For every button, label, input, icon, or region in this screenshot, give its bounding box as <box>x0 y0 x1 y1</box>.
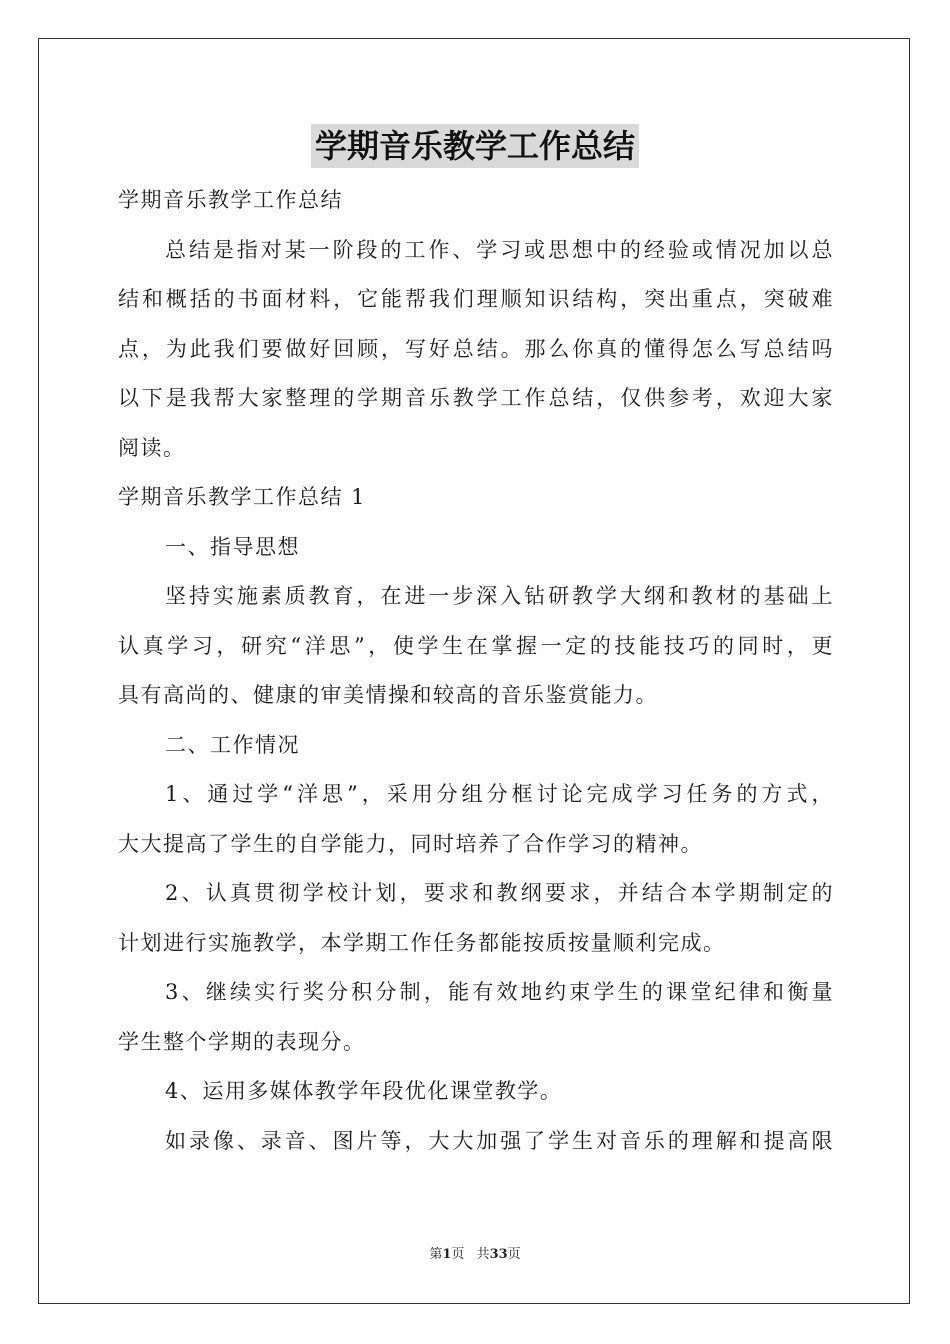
document-body <box>118 176 834 1166</box>
total-pages: 33 <box>489 1247 508 1262</box>
page-suffix: 页 <box>451 1247 465 1262</box>
page-indicator <box>429 1247 464 1262</box>
paragraph-line: 学期音乐教学工作总结 1 <box>118 485 367 509</box>
total-indicator <box>477 1247 521 1262</box>
document-title: 学期音乐教学工作总结 <box>311 124 639 168</box>
paragraph-line: 3、继续实行奖分积分制，能有效地约束学生的课堂纪律和衡量 <box>165 980 834 1004</box>
paragraph-line: 二、工作情况 <box>165 732 300 757</box>
paragraph-line: 认真学习，研究“洋思”，使学生在掌握一定的技能技巧的同时，更 <box>118 633 834 658</box>
page-prefix: 第 <box>429 1247 443 1262</box>
total-suffix: 页 <box>507 1247 521 1262</box>
title-wrap <box>0 124 950 168</box>
paragraph-line: 以下是我帮大家整理的学期音乐教学工作总结，仅供参考，欢迎大家 <box>118 386 834 410</box>
paragraph-line: 结和概括的书面材料，它能帮我们理顺知识结构，突出重点，突破难 <box>118 287 834 311</box>
paragraph-line: 总结是指对某一阶段的工作、学习或思想中的经验或情况加以总 <box>165 237 834 262</box>
paragraph-line: 计划进行实施教学，本学期工作任务都能按质按量顺利完成。 <box>118 930 726 955</box>
page-number: 1 <box>442 1247 452 1262</box>
paragraph-line: 学生整个学期的表现分。 <box>118 1029 366 1054</box>
paragraph-line: 大大提高了学生的自学能力，同时培养了合作学习的精神。 <box>118 831 703 856</box>
paragraph-line: 学期音乐教学工作总结 <box>118 188 343 212</box>
total-prefix: 共 <box>476 1247 490 1262</box>
paragraph-line: 点，为此我们要做好回顾，写好总结。那么你真的懂得怎么写总结吗 <box>118 336 834 361</box>
paragraph-line: 4、运用多媒体教学年段优化课堂教学。 <box>165 1079 563 1103</box>
paragraph-line: 如录像、录音、图片等，大大加强了学生对音乐的理解和提高限 <box>165 1128 834 1153</box>
paragraph-line: 具有高尚的、健康的审美情操和较高的音乐鉴赏能力。 <box>118 683 658 707</box>
paragraph-line: 2、认真贯彻学校计划，要求和教纲要求，并结合本学期制定的 <box>165 881 834 905</box>
paragraph-line: 1、通过学“洋思”，采用分组分框讨论完成学习任务的方式， <box>165 782 834 806</box>
paragraph-line: 一、指导思想 <box>165 534 300 559</box>
page-footer <box>0 1246 950 1264</box>
paragraph-line: 坚持实施素质教育，在进一步深入钻研教学大纲和教材的基础上 <box>165 584 834 608</box>
paragraph-line: 阅读。 <box>118 435 186 460</box>
